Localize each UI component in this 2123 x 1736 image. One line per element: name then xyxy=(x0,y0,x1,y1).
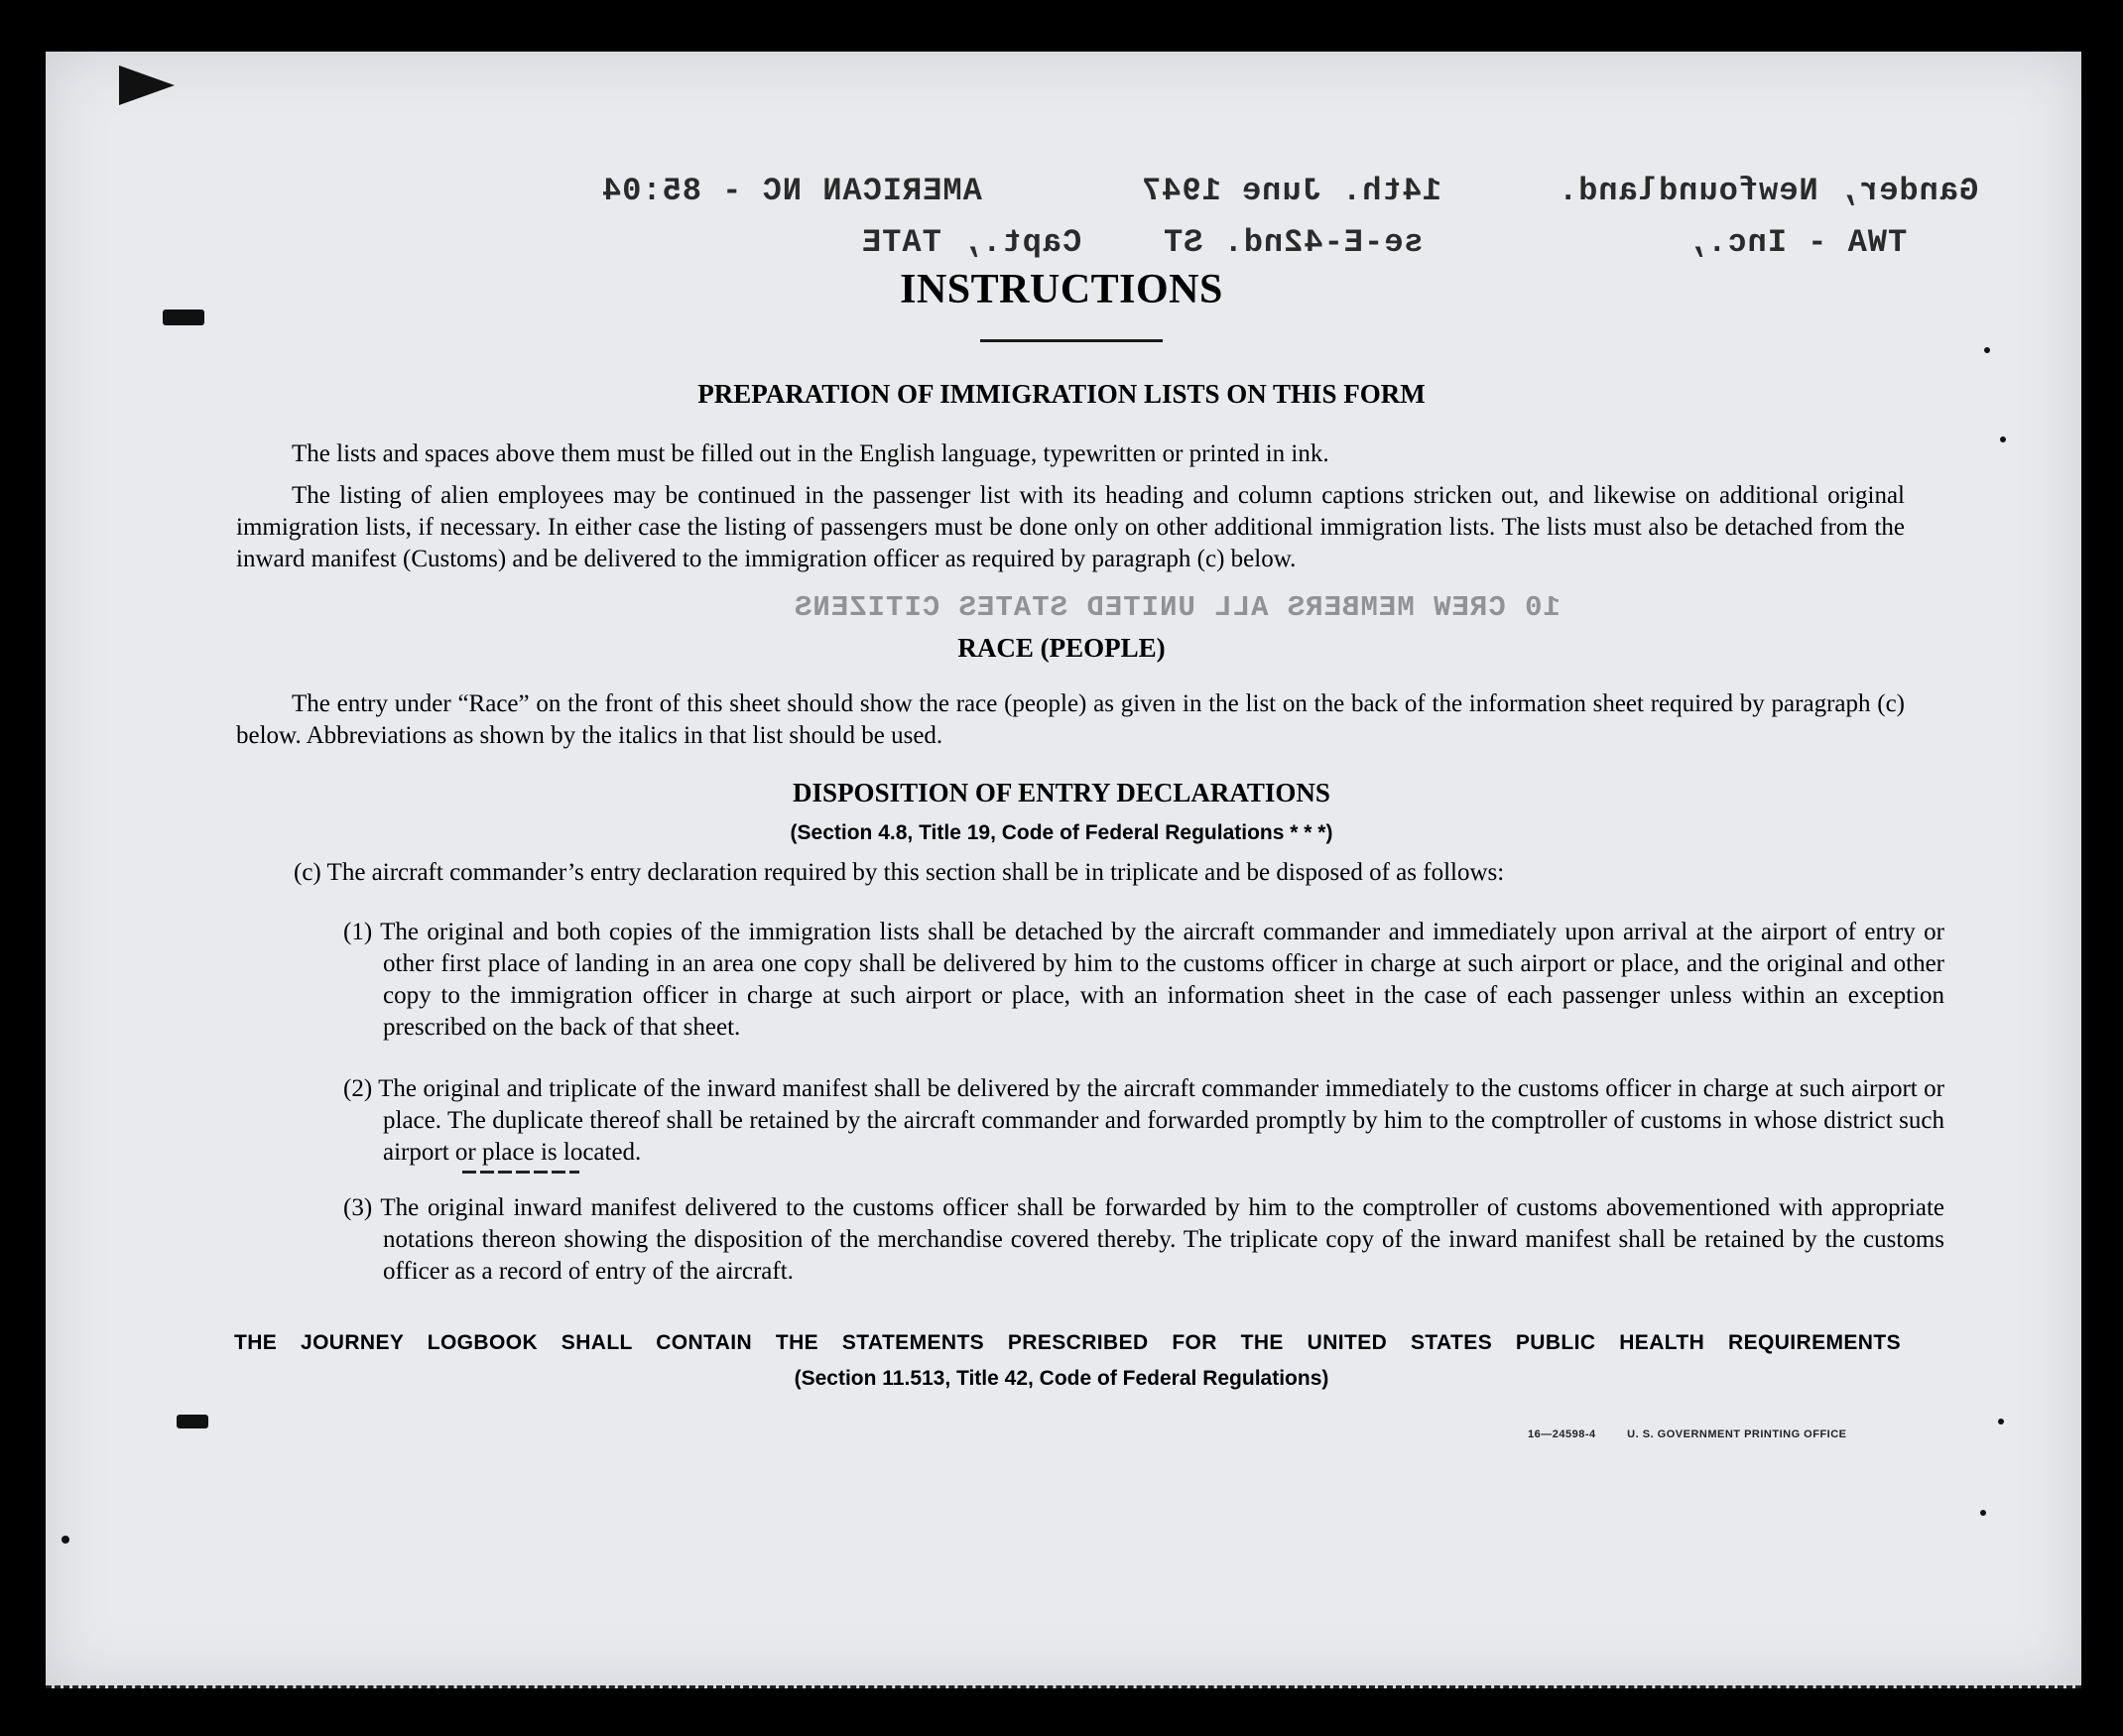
paragraph-language: The lists and spaces above them must be filled out in the English language, typewritten or printed in ink. xyxy=(292,440,1329,467)
punch-dot xyxy=(1984,347,1990,353)
stamp-airline: TWA - Inc., xyxy=(1686,224,1908,261)
handwritten-underline xyxy=(462,1171,579,1174)
paragraph-race: The entry under “Race” on the front of this sheet should show the race (people) as given in the list on the back of the information sheet required by paragraph (c) below. Abbreviations as shown by the italics in that list should be used. xyxy=(236,690,1905,749)
stamp-captain: Capt., TATE xyxy=(861,224,1082,261)
paragraph-alien-employees: The listing of alien employees may be continued in the passenger list with its heading and column captions stricken out, and likewise on additional original immigration lists, if necessary. In either case the listing of passengers must be done only on other additional immigration lists. The lists must also be detached from the inward manifest (Customs) and be delivered to the immigration officer as required by paragraph (c) below. xyxy=(236,482,1905,572)
list-item-3: (3) The original inward manifest delivered to the customs officer shall be forwarded by him to the comptroller of customs abovementioned with appropriate notations thereon showing the disposition of the merchandise covered thereby. The triplicate copy of the inward manifest shall be retained by the customs officer as a record of entry of the aircraft. xyxy=(343,1194,1944,1285)
stamp-crew-count: 10 CREW MEMBERS ALL UNITED STATES CITIZENS xyxy=(794,591,1561,624)
stamp-address: se-E-42nd. ST xyxy=(1163,224,1424,261)
stamp-flight: AMERICAN NC - 85:04 xyxy=(601,173,982,209)
stamp-date: 14th. June 1947 xyxy=(1141,173,1442,209)
list-item-1: (1) The original and both copies of the immigration lists shall be detached by the aircraft commander and immediately upon arrival at the airport of entry or other first place of landing in an area one copy shall be delivered by him to the customs officer in charge at such airport or place, and the original and other copy to the immigration officer in charge at such airport or place, with an information sheet in the case of each passenger unless within an exception prescribed on the back of that sheet. xyxy=(343,919,1944,1041)
title-underline xyxy=(980,339,1163,342)
footer-citation: (Section 11.513, Title 42, Code of Federal Regulations) xyxy=(794,1367,1329,1390)
corner-arrow-mark xyxy=(119,65,175,105)
list-item-2: (2) The original and triplicate of the inward manifest shall be delivered by the aircraft commander immediately to the customs officer in charge at such airport or place. The duplicate thereof shall be retained by the aircraft commander and forwarded promptly by him to the comptroller of customs in whose district such airport or place is located. xyxy=(343,1075,1944,1166)
paragraph-intro-c: (c) The aircraft commander’s entry declaration required by this section shall be in triplicate and be disposed of as follows: xyxy=(294,859,1505,886)
printer-name: U. S. GOVERNMENT PRINTING OFFICE xyxy=(1627,1428,1847,1440)
section-heading-race: RACE (PEOPLE) xyxy=(957,633,1166,663)
section-heading-disposition: DISPOSITION OF ENTRY DECLARATIONS xyxy=(793,778,1330,807)
section-heading-immigration-lists: PREPARATION OF IMMIGRATION LISTS ON THIS FORM xyxy=(697,379,1426,409)
punch-dot xyxy=(2000,436,2006,442)
punch-dot xyxy=(1980,1510,1986,1516)
section-citation: (Section 4.8, Title 19, Code of Federal Regulations * * *) xyxy=(790,821,1333,844)
punch-dot xyxy=(62,1536,69,1544)
perforated-edge xyxy=(46,1681,2081,1688)
footer-statement: THE JOURNEY LOGBOOK SHALL CONTAIN THE STATEMENTS PRESCRIBED FOR THE UNITED STATES PUBLIC HEALTH REQUIREMENTS xyxy=(234,1331,1901,1354)
stamp-location: Gander, Newfoundland. xyxy=(1558,173,1979,209)
punch-dot xyxy=(1998,1419,2004,1425)
form-number: 16—24598-4 xyxy=(1528,1428,1596,1440)
printer-imprint xyxy=(1528,1428,1875,1440)
page-title: INSTRUCTIONS xyxy=(900,267,1223,312)
margin-mark-bottom xyxy=(177,1415,208,1428)
